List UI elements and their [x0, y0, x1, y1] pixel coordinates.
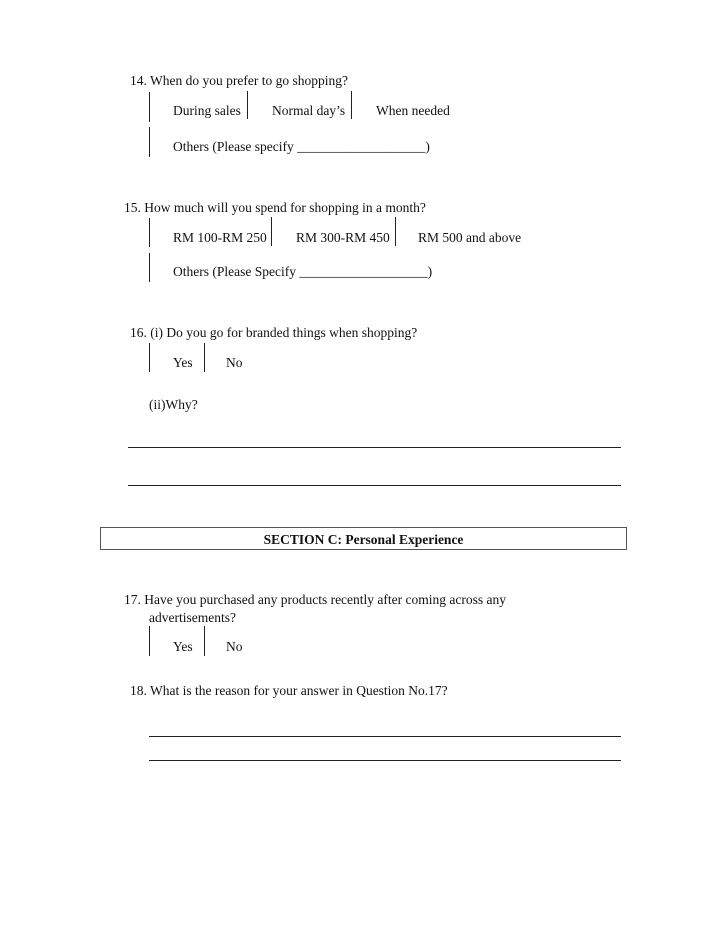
q16-answer-line-1[interactable]: [128, 447, 621, 448]
q15-option-rm300-450: RM 300-RM 450: [296, 230, 390, 245]
q16-option-no: No: [226, 355, 243, 370]
q14-question: 14. When do you prefer to go shopping?: [130, 73, 348, 88]
q16-question: 16. (i) Do you go for branded things when shopping?: [130, 325, 418, 340]
checkbox-q16-no[interactable]: [204, 343, 205, 358]
q14-option-when-needed: When needed: [376, 103, 450, 118]
checkbox-q16-yes[interactable]: [149, 343, 150, 358]
checkbox-q17-no-lower: [204, 641, 205, 656]
q17-question-line1: 17. Have you purchased any products recently after coming across any: [124, 592, 506, 607]
checkbox-q15-others-lower: [149, 267, 150, 282]
q18-question: 18. What is the reason for your answer in Question No.17?: [130, 683, 448, 698]
checkbox-q16-no-lower: [204, 357, 205, 372]
checkbox-q14-normal-days-lower: [247, 104, 248, 119]
checkbox-q14-others-lower: [149, 142, 150, 157]
q16-option-yes: Yes: [173, 355, 193, 370]
q17-option-no: No: [226, 639, 243, 654]
checkbox-q15-rm100-250[interactable]: [149, 218, 150, 233]
q15-question: 15. How much will you spend for shopping in a month?: [124, 200, 426, 215]
q17-option-yes: Yes: [173, 639, 193, 654]
checkbox-q14-when-needed-lower: [351, 104, 352, 119]
q16-answer-line-2[interactable]: [128, 485, 621, 486]
checkbox-q16-yes-lower: [149, 357, 150, 372]
q15-option-rm100-250: RM 100-RM 250: [173, 230, 267, 245]
q18-answer-line-1[interactable]: [149, 736, 621, 737]
section-c-header: [100, 527, 627, 550]
q14-option-during-sales: During sales: [173, 103, 241, 118]
checkbox-q17-yes-lower: [149, 641, 150, 656]
checkbox-q15-rm500-above[interactable]: [395, 217, 396, 232]
checkbox-q15-others[interactable]: [149, 253, 150, 268]
q15-others-field[interactable]: Others (Please Specify ___________________): [173, 264, 433, 279]
q14-others-field[interactable]: Others (Please specify ___________________): [173, 139, 430, 154]
checkbox-q17-yes[interactable]: [149, 626, 150, 641]
checkbox-q15-rm100-250-lower: [149, 232, 150, 247]
checkbox-q15-rm300-450[interactable]: [271, 217, 272, 232]
checkbox-q17-no[interactable]: [204, 626, 205, 641]
section-c-title: SECTION C: Personal Experience: [263, 532, 464, 547]
q17-question-line2: advertisements?: [149, 610, 236, 625]
checkbox-q14-during-sales-lower: [149, 107, 150, 122]
checkbox-q15-rm300-450-lower: [271, 231, 272, 246]
checkbox-q15-rm500-above-lower: [395, 231, 396, 246]
q18-answer-line-2[interactable]: [149, 760, 621, 761]
q16-why-label: (ii)Why?: [149, 397, 198, 412]
checkbox-q14-during-sales[interactable]: [149, 92, 150, 107]
q15-option-rm500-above: RM 500 and above: [418, 230, 522, 245]
q14-option-normal-days: Normal day’s: [272, 103, 346, 118]
checkbox-q14-others[interactable]: [149, 127, 150, 142]
